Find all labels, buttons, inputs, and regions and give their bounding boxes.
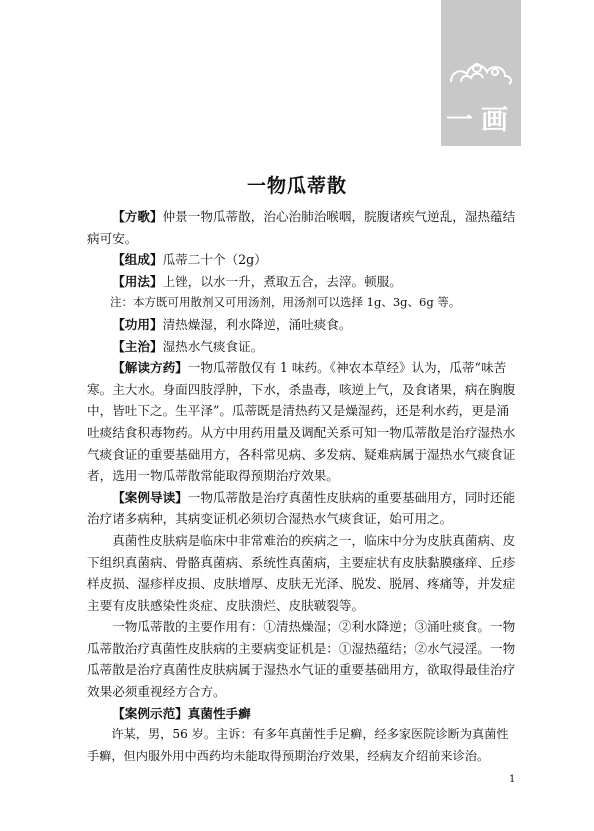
paragraph-mechanism: 一物瓜蒂散的主要作用有：①清热燥湿；②利水降逆；③涌吐痰食。一物瓜蒂散治疗真菌性皮肤病的主要病变证机是：①湿热蕴结；②水气浸淫。一物瓜蒂散是治疗真菌性皮肤病属于湿热水气证的重要基础用方，欲取得最佳治疗效果必须重视经方合方。: [87, 619, 516, 700]
section-anli-shifan: [87, 703, 517, 725]
section-tag: 【案例导读】: [112, 489, 188, 505]
section-text: 上锉，以水一升，煮取五合，去滓。顿服。: [162, 273, 402, 289]
section-zucheng: [87, 249, 517, 271]
case-paragraph: 许某，男，56 岁。主诉：有多年真菌性手足癣，经多家医院诊断为真菌性手癣，但内服外用中西药均未能取得预期治疗效果，经病友介绍前来诊治。: [87, 727, 509, 763]
chapter-title: 一画: [446, 105, 516, 136]
section-tag: 【用法】: [112, 273, 163, 289]
section-text: 一物瓜蒂散是治疗真菌性皮肤病的重要基础用方，同时还能治疗诸多病种，其病变证机必须切合湿热水气痰食证，始可用之。: [87, 489, 516, 527]
section-tag: 【组成】: [112, 252, 163, 268]
section-tag: 【案例示范】: [112, 705, 188, 721]
section-tag: 【主治】: [112, 338, 163, 354]
section-jiedu: [87, 357, 517, 487]
section-tag: 【解读方药】: [112, 360, 188, 376]
section-zhuzhi: [87, 336, 517, 358]
main-text: [87, 206, 517, 767]
chapter-tab: [441, 0, 521, 146]
section-gongyong: [87, 314, 517, 336]
section-tag: 【功用】: [112, 316, 163, 332]
section-anli-daodu: [87, 487, 517, 530]
section-yongfa: [87, 271, 517, 293]
section-fangge: [87, 206, 517, 249]
section-note: 注：本方既可用散剂又可用汤剂，用汤剂可以选择 1g、3g、6g 等。: [110, 295, 461, 310]
section-tag: 【方歌】: [112, 209, 163, 224]
page-number: 1: [509, 774, 516, 785]
section-text: 瓜蒂二十个（2g）: [162, 252, 267, 268]
cloud-ornament-icon: [447, 56, 515, 88]
paragraph-disease: 真菌性皮肤病是临床中非常难治的疾病之一，临床中分为皮肤真菌病、皮下组织真菌病、骨骼真菌病、系统性真菌病，主要症状有皮肤黏膜瘙痒、丘疹样皮损、湿疹样皮损、皮肤增厚、皮肤无光泽、脱发、脱屑、疼痛等，并发症主要有皮肤感染性炎症、皮肤溃烂、皮肤皲裂等。: [87, 532, 516, 613]
section-text: 仲景一物瓜蒂散，治心治肺治喉咽，脘腹诸疾气逆乱，湿热蕴结病可安。: [87, 209, 516, 246]
section-text: 湿热水气痰食证。: [162, 338, 264, 354]
section-text: 真菌性手癣: [187, 705, 251, 721]
section-text: 一物瓜蒂散仅有 1 味药。《神农本草经》认为，瓜蒂“味苦寒。主大水。身面四肢浮肿，下水，杀蛊毒，咳逆上气，及食诸果，病在胸腹中，皆吐下之。生平泽”。瓜蒂既是清热药又是燥湿药，还是利水药，更是涌吐痰结食积毒物药。从方中用药用量及调配关系可知一物瓜蒂散是治疗湿热水气痰食证的重要基础用方，各科常见病、多发病、疑难病属于湿热水气痰食证者，选用一物瓜蒂散常能取得预期治疗效果。: [87, 360, 516, 484]
section-text: 清热燥湿，利水降逆，涌吐痰食。: [162, 316, 352, 332]
page-title: 一物瓜蒂散: [246, 175, 347, 197]
